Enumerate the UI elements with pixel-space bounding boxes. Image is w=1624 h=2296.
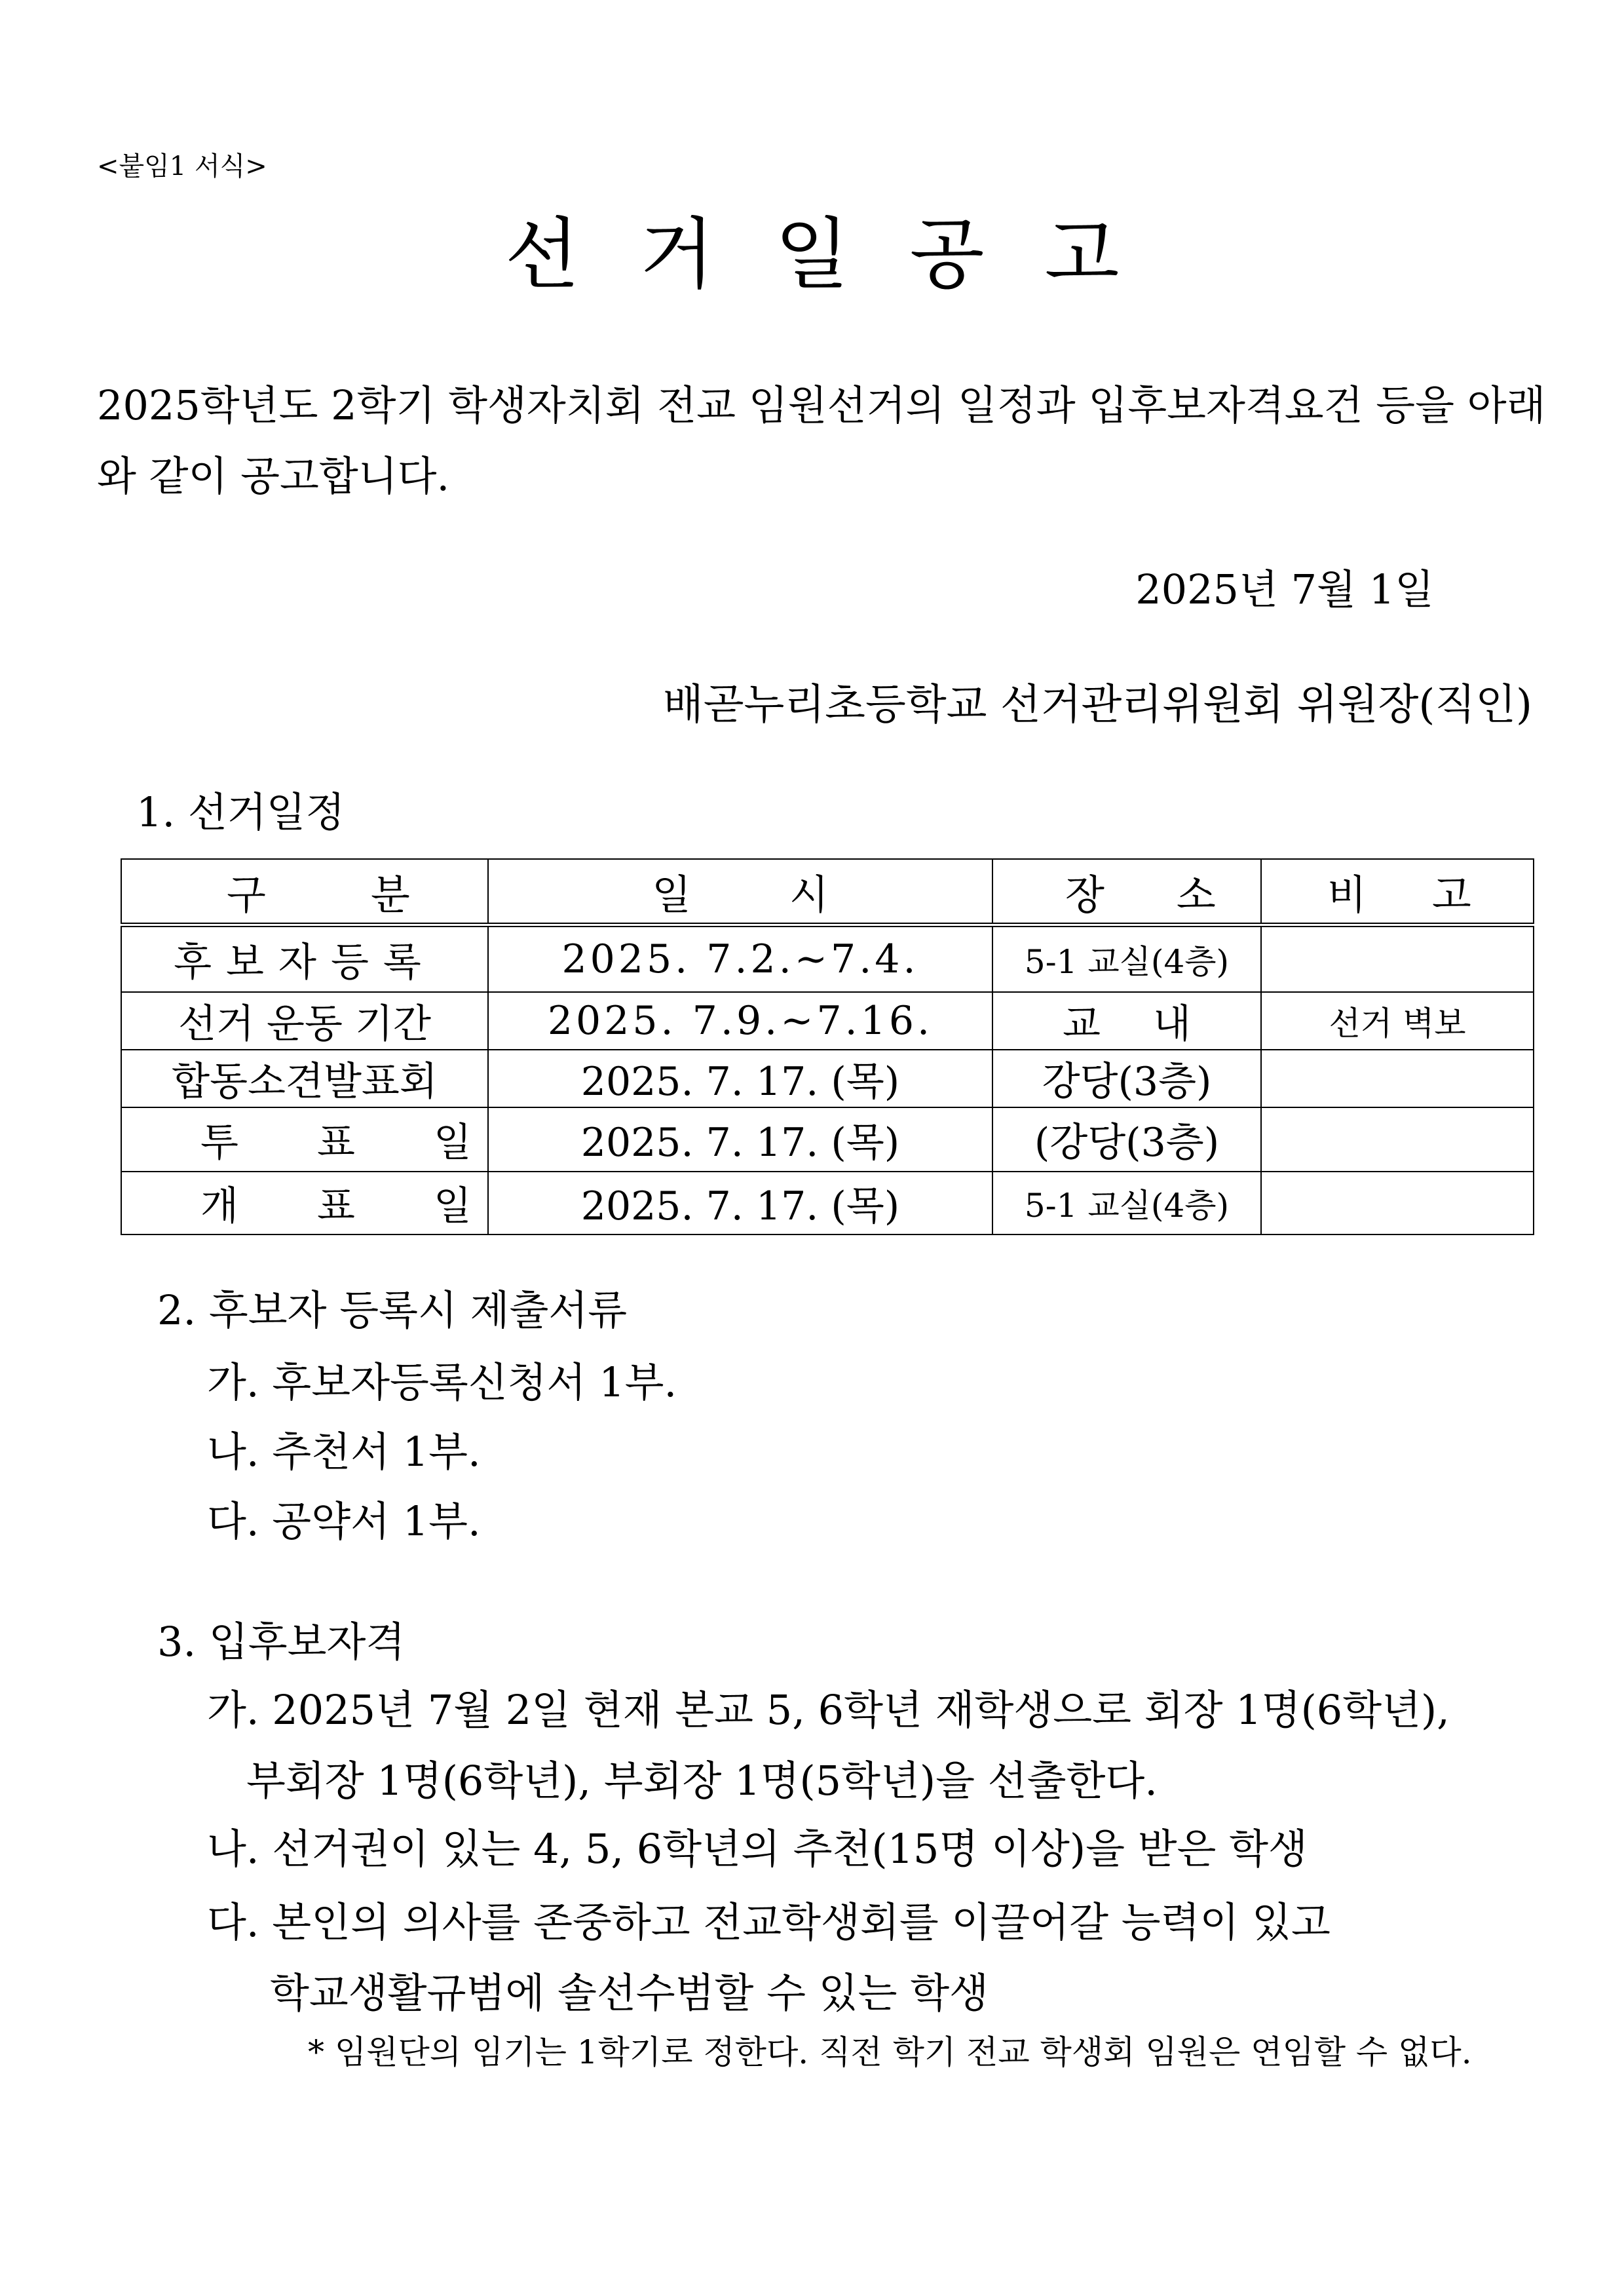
document-item: 가. 후보자등록신청서 1부. <box>207 1358 677 1406</box>
schedule-table <box>121 858 1537 1235</box>
cell-note: 선거 벽보 <box>1261 992 1534 1050</box>
issuer: 배곧누리초등학교 선거관리위원회 위원장(직인) <box>662 681 1532 729</box>
notice-date: 2025년 7월 1일 <box>1135 565 1434 613</box>
documents-heading: 2. 후보자 등록시 제출서류 <box>157 1286 628 1334</box>
schedule-row <box>121 1050 1534 1107</box>
cell-category: 개표일 <box>121 1172 488 1234</box>
qualification-item-1-line-1: 가. 2025년 7월 2일 현재 본교 5, 6학년 재학생으로 회장 1명(6학년), <box>207 1686 1450 1734</box>
col-header-note: 비고 <box>1261 859 1534 925</box>
cell-datetime: 2025. 7.2.~7.4. <box>488 925 992 993</box>
attachment-label: <붙임1 서식> <box>97 151 267 182</box>
schedule-row <box>121 1172 1534 1234</box>
schedule-heading: 1. 선거일정 <box>136 788 345 836</box>
cell-datetime: 2025. 7.9.~7.16. <box>488 992 992 1050</box>
schedule-header-row <box>121 859 1534 925</box>
cell-note <box>1261 1172 1534 1234</box>
cell-place: 5-1 교실(4층) <box>992 1172 1261 1234</box>
cell-category: 합동소견발표회 <box>121 1050 488 1107</box>
qualifications-heading: 3. 입후보자격 <box>157 1618 406 1666</box>
cell-note <box>1261 1050 1534 1107</box>
cell-datetime: 2025. 7. 17. (목) <box>488 1172 992 1234</box>
col-header-place: 장소 <box>992 859 1261 925</box>
qualification-item-3-line-2: 학교생활규범에 솔선수범할 수 있는 학생 <box>270 1969 989 2017</box>
cell-note <box>1261 925 1534 993</box>
intro-line-2: 와 같이 공고합니다. <box>97 452 450 500</box>
schedule-row <box>121 925 1534 993</box>
qualification-item-1-line-2: 부회장 1명(6학년), 부회장 1명(5학년)을 선출한다. <box>246 1757 1158 1805</box>
document-title: 선거일공고 <box>504 209 1180 299</box>
cell-place: 5-1 교실(4층) <box>992 925 1261 993</box>
col-header-datetime: 일시 <box>488 859 992 925</box>
document-item: 나. 추천서 1부. <box>207 1428 481 1476</box>
qualification-item-3-line-1: 다. 본인의 의사를 존중하고 전교학생회를 이끌어갈 능력이 있고 <box>207 1898 1331 1946</box>
cell-place: 강당(3층) <box>992 1050 1261 1107</box>
cell-category: 투표일 <box>121 1107 488 1172</box>
cell-datetime: 2025. 7. 17. (목) <box>488 1050 992 1107</box>
document-item: 다. 공약서 1부. <box>207 1497 481 1545</box>
cell-category: 선거 운동 기간 <box>121 992 488 1050</box>
col-header-category: 구분 <box>121 859 488 925</box>
cell-place: 교내 <box>992 992 1261 1050</box>
cell-place: (강당(3층) <box>992 1107 1261 1172</box>
cell-note <box>1261 1107 1534 1172</box>
intro-line-1: 2025학년도 2학기 학생자치회 전교 임원선거의 일정과 입후보자격요건 등을 아래 <box>97 381 1546 429</box>
schedule-row <box>121 1107 1534 1172</box>
qualification-item-2: 나. 선거권이 있는 4, 5, 6학년의 추천(15명 이상)을 받은 학생 <box>207 1825 1308 1873</box>
term-note: * 임원단의 임기는 1학기로 정한다. 직전 학기 전교 학생회 임원은 연임할 수 없다. <box>308 2033 1472 2071</box>
schedule-row <box>121 992 1534 1050</box>
cell-category: 후보자등록 <box>121 925 488 993</box>
cell-datetime: 2025. 7. 17. (목) <box>488 1107 992 1172</box>
